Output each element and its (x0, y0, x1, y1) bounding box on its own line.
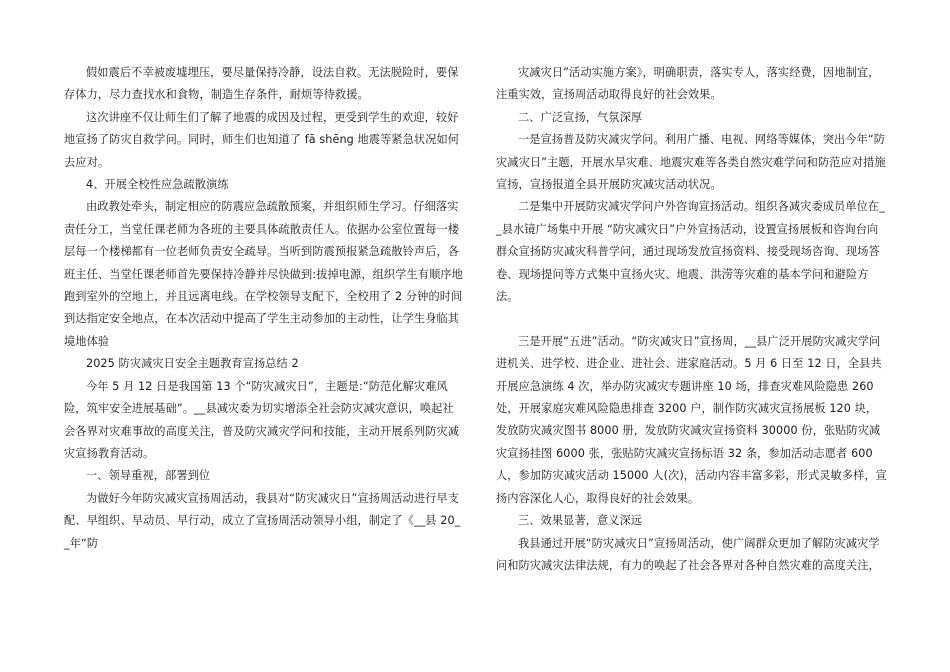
left-column (64, 62, 464, 555)
paragraph-knowledge-publicity: 一是宣扬普及防灾减灾学问。利用广播、电视、网络等媒体，突出今年“防灾减灾日”主题，开展水旱灾难、地震灾难等各类自然灾难学问和防范应对措施宣扬，宣扬报道全县开展防灾减灾活动状况。 (496, 133, 886, 192)
paragraph-leadership: 为做好今年防灾减灾宣扬周活动，我县对“防灾减灾日”宣扬周活动进行早支配、早组织、早动员、早行动，成立了宣扬周活动领导小组，制定了《__县 20__年“防 (64, 491, 461, 550)
paragraph-evacuation-details: 由政教处牵头，制定相应的防震应急疏散预案，并组织师生学习。仔细落实责任分工，当堂任课老师为各班的主要具体疏散责任人。依据办公室位置每一楼层每一个楼梯都有一位老师负责安全疏导。当听到防震预报紧急疏散铃声后，各班主任、当堂任课老师首先要保持冷静并尽快做到:拔掉电源，组织学生有顺序地跑到室外的空地上，并且远离电线。在学校领导支配下，全校用了 2 分钟的时间到达指定安全地点，在本次活动中提高了学生主动参加的主动性，让学生身临其境地体验 (64, 200, 463, 348)
paragraph-self-rescue: 假如震后不幸被废墟埋压，要尽量保持冷静，设法自救。无法脱险时，要保存体力，尽力查找水和食物，制造生存条件，耐烦等待救援。 (64, 66, 459, 102)
paragraph-lecture-effect: 这次讲座不仅让师生们了解了地震的成因及过程，更受到学生的欢迎，较好地宣扬了防灾自救学问。同时，师生们也知道了 fā shēng 地震等紧急状况如何去应对。 (64, 110, 460, 169)
blank-line (496, 308, 888, 330)
document-title-2: 2025 防灾减灾日安全主题教育宣扬总结 2 (86, 357, 299, 371)
heading-evacuation-drill: 4、开展全校性应急疏散演练 (86, 178, 229, 192)
heading-wide-publicity: 二、广泛宣扬，气氛深厚 (518, 110, 643, 124)
heading-remarkable-effect: 三、效果显著，意义深远 (518, 514, 643, 528)
paragraph-intro: 今年 5 月 12 日是我国第 13 个“防灾减灾日”，主题是:“防范化解灾难风险，筑牢安全进展基础”。__县减灾委为切实增添全社会防灾减灾意识，唤起社会各界对灾难事故的高度关注，普及防灾减灾学问和技能，主动开展系列防灾减灾宣扬教育活动。 (64, 379, 460, 460)
heading-leadership: 一、领导重视，部署到位 (86, 469, 211, 483)
paragraph-outdoor-consultation: 二是集中开展防灾减灾学问户外咨询宣扬活动。组织各减灾委成员单位在__县水镜广场集中开展 “防灾减灾日”户外宣扬活动，设置宣扬展板和咨询台向群众宣扬防灾减灾科普学问，通过现场发放宣扬资料、接受现场咨询、现场答卷、现场提问等方式集中宣扬火灾、地震、洪涝等灾难的基本学问和避险方法。 (496, 200, 885, 304)
paragraph-five-entries: 三是开展“五进”活动。“防灾减灾日”宣扬周，__县广泛开展防灾减灾学问进机关、进学校、进企业、进社会、进家庭活动。5 月 6 日至 12 日，全县共开展应急演练 4 次，举办防灾减灾专题讲座 10 场，排查灾难风险隐患 260 处，开展家庭灾难风险隐患排查 3200 户，制作防灾减灾宣扬展板 120 块，发放防灾减灾图书 8000 册，发放防灾减灾宣扬资料 30000 份，张贴防灾减灾宣扬挂图 6000 张，张贴防灾减灾宣扬标语 32 条，参加活动志愿者 600 人，参加防灾减灾活动 15000 人(次)，活动内容丰富多彩，形式灵敏多样，宣扬内容深化人心，取得良好的社会效果。 (496, 334, 887, 505)
right-column (496, 62, 888, 577)
paragraph-plan-continued: 灾减灾日”活动实施方案》，明确职责，落实专人，落实经费，因地制宜，注重实效，宣扬周活动取得良好的社会效果。 (496, 66, 880, 102)
paragraph-conclusion: 我县通过开展“防灾减灾日”宣扬周活动，使广阔群众更加了解防灾减灾学问和防灾减灾法律法规，有力的唤起了社会各界对各种自然灾难的高度关注， (496, 536, 880, 572)
